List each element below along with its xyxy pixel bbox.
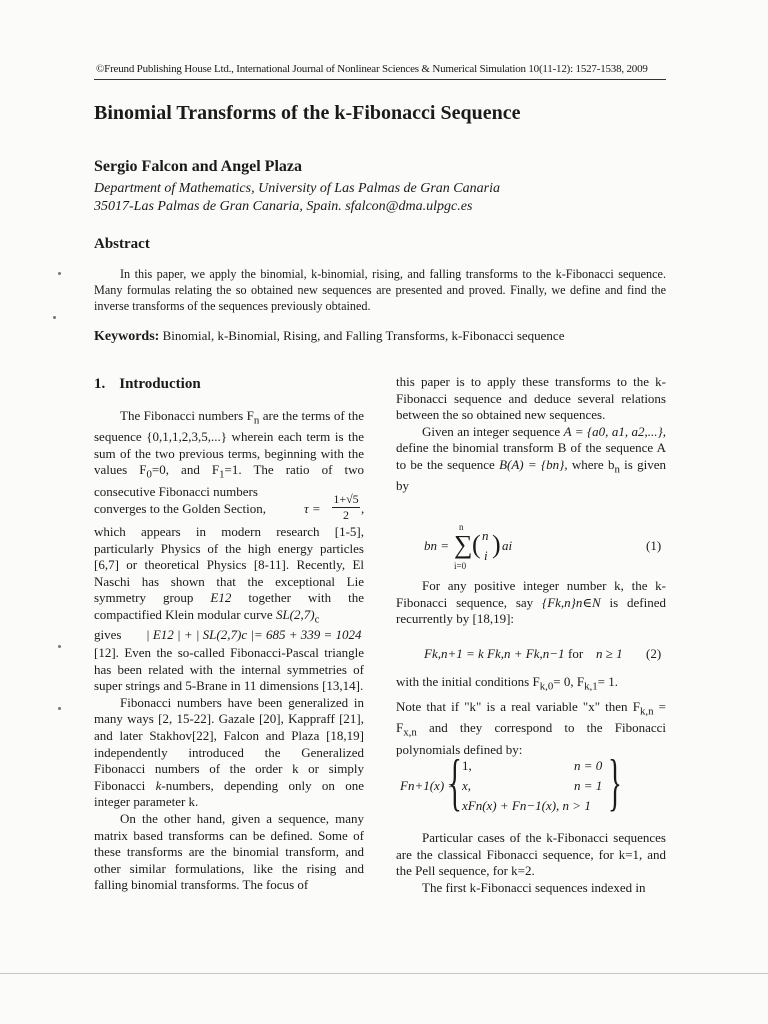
- right-column-block-4: [396, 830, 666, 896]
- right-column-block-3: [396, 674, 666, 758]
- left-column-block-3: [94, 645, 364, 894]
- section-number: 1.: [94, 376, 106, 392]
- intro-paragraph-3: Fibonacci numbers have been generalized in many ways [2, 15-22]. Gazale [20], Kappraff [21], and later Stakhov[22], Falcon and Plaza [18,19] independently introduced the Generalized Fibonacci numbers of the order k or simply Fibonacci k-numbers, depending only on one integer parameter k.: [94, 694, 364, 810]
- right-paragraph-4: with the initial conditions $F_{k,0}= 0$, $F_{k,1}= 1$.: [396, 674, 618, 693]
- keywords: [94, 328, 564, 345]
- right-paragraph-1: this paper is to apply these transforms to the k-Fibonacci sequence and deduce several relations between the so obtained new sequences.: [396, 374, 666, 423]
- abstract-heading: Abstract: [94, 236, 150, 252]
- right-paragraph-6: Particular cases of the k-Fibonacci sequences are the classical Fibonacci sequence, for k=1, and the Pell sequence, for k=2.: [396, 830, 666, 879]
- right-column-block-1: [396, 374, 666, 495]
- right-paragraph-3: For any positive integer number k, the k-Fibonacci sequence, say {Fk,n}n∈N is defined recurrently by [18,19]:: [396, 578, 667, 627]
- paper-title: Binomial Transforms of the k-Fibonacci Sequence: [94, 102, 521, 124]
- right-brace: }: [608, 746, 622, 817]
- equation-1: bn = n ∑ i=0 ( n i ) ai (1): [424, 522, 662, 571]
- right-column-block-2: [396, 578, 666, 628]
- left-column-block-2: [94, 524, 364, 628]
- authors: Sergio Falcon and Angel Plaza: [94, 158, 302, 175]
- e12-equation: gives | E12 | + | SL(2,7)c |= 685 + 339 = 1024: [94, 627, 362, 642]
- header-rule: [94, 79, 666, 80]
- intro-paragraph-1: The Fibonacci numbers $F_n$ are the terms of the sequence {0,1,1,2,3,5,...} wherein each term is the sum of the two previous terms, beginning with the values $F_0=0$, and $F_1=1$. The ratio of two consecutive Fibonacci numbers: [94, 408, 364, 499]
- intro-paragraph-2-end: [12]. Even the so-called Fibonacci-Pascal triangle has been related with the internal symmetries of super strings and 5-Brane in 11 dimensions [13,14].: [94, 645, 364, 694]
- sum-symbol: ∑: [454, 530, 473, 559]
- left-brace: {: [448, 746, 462, 817]
- affiliation-line-1: Department of Mathematics, University of Las Palmas de Gran Canaria: [94, 181, 500, 196]
- intro-paragraph-4: On the other hand, given a sequence, many matrix based transforms can be defined. Some of these transforms are the binomial transform, and other similar formulations, like the rising and falling binomial transforms. The focus of: [94, 810, 364, 893]
- scan-mark: [58, 707, 61, 710]
- scan-mark: [53, 316, 56, 319]
- abstract-text: In this paper, we apply the binomial, k-binomial, rising, and falling transforms to the k-Fibonacci sequence. Many formulas relating the so obtained new sequences are presented and proved. Finally, we define and find the inverse transforms of the sequences previously obtained.: [94, 267, 666, 313]
- equation-3: Fn+1(x) = { 1, n = 0 x, n = 1 xFn(x) + Fn−1(x), n > 1 }: [400, 746, 622, 817]
- journal-header: ©Freund Publishing House Ltd., International Journal of Nonlinear Sciences & Numerical Simulation 10(11-12): 1527-1538, 2009: [96, 63, 648, 75]
- right-paragraph-2: Given an integer sequence A = {a0, a1, a2,...}, define the binomial transform B of the sequence A to be the sequence B(A) = {bn}, where $b_n$ is given by: [396, 423, 667, 494]
- right-paragraph-7: The first k-Fibonacci sequences indexed in: [422, 879, 646, 895]
- keywords-text: Binomial, k-Binomial, Rising, and Falling Transforms, k-Fibonacci sequence: [162, 328, 565, 343]
- intro-paragraph-2: which appears in modern research [1-5], particularly Physics of the high energy particles [6,7] or theoretical Physics [8-11]. Recently, El Naschi has shown that the exceptional Lie symmetry group E12 together with the compactified Klein modular curve $SL(2,7)_c$: [94, 524, 365, 626]
- golden-section-equation: converges to the Golden Section, τ = 1+√5 2 ,: [94, 492, 365, 522]
- keywords-label: Keywords:: [94, 329, 160, 344]
- left-column-block-1: [94, 408, 364, 500]
- right-paragraph-5: Note that if "k" is a real variable "x" then $F_{k,n} = F_{x,n}$ and they correspond to the Fibonacci polynomials defined by:: [396, 699, 666, 757]
- affiliation-line-2: 35017-Las Palmas de Gran Canaria, Spain. sfalcon@dma.ulpgc.es: [94, 199, 473, 214]
- equation-2: Fk,n+1 = k Fk,n + Fk,n−1 for n ≥ 1 (2): [424, 646, 662, 661]
- section-title: Introduction: [119, 376, 201, 392]
- section-heading: [94, 376, 201, 393]
- scan-bottom-edge: [0, 973, 768, 974]
- scan-mark: [58, 272, 61, 275]
- scan-mark: [58, 645, 61, 648]
